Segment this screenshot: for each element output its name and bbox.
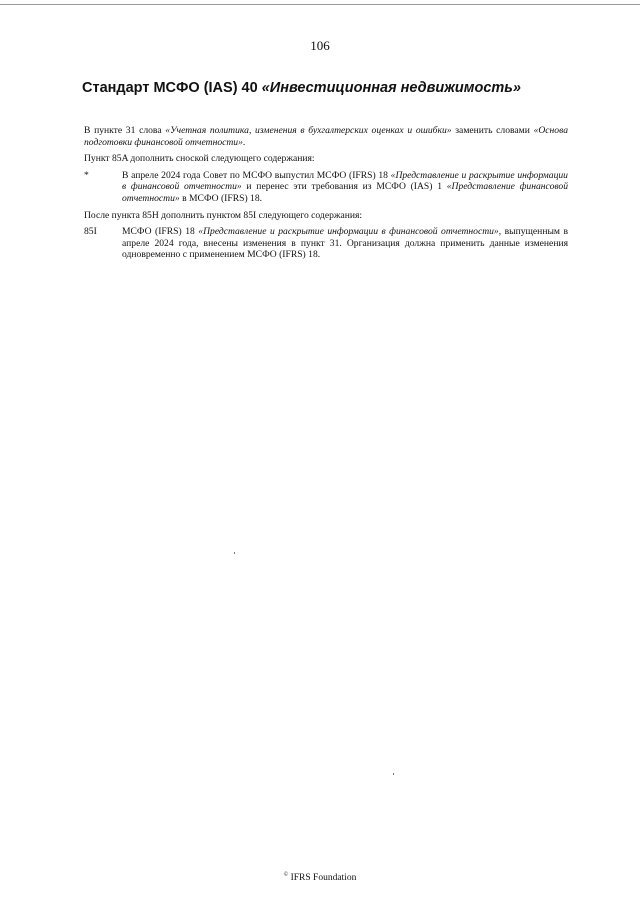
footnote-85a bbox=[84, 170, 568, 205]
scan-speck bbox=[393, 773, 394, 775]
paragraph-85h-intro: После пункта 85H дополнить пунктом 85I следующего содержания: bbox=[84, 209, 363, 221]
footnote-marker: * bbox=[84, 169, 89, 181]
paragraph-31-amendment bbox=[84, 125, 568, 148]
page-number: 106 bbox=[310, 38, 330, 53]
paragraph-85i bbox=[84, 226, 568, 261]
italic-run: «Основа подготовки финансовой отчетности» bbox=[84, 125, 568, 148]
paragraph-85i-text bbox=[122, 226, 568, 261]
text-run: в МСФО (IFRS) 18. bbox=[179, 192, 263, 204]
paragraph-number: 85I bbox=[84, 226, 97, 238]
top-rule bbox=[0, 4, 640, 5]
text-run: В апреле 2024 года Совет по МСФО выпустил МСФО (IFRS) 18 bbox=[122, 169, 391, 181]
text-run: . bbox=[242, 136, 246, 148]
scan-speck bbox=[234, 552, 235, 554]
text-run: МСФО (IFRS) 18 bbox=[122, 226, 199, 238]
italic-run: «Представление и раскрытие информации в финансовой отчетности» bbox=[198, 226, 499, 238]
text-run: В пункте 31 слова bbox=[84, 125, 166, 136]
footnote-text bbox=[122, 170, 568, 205]
copyright-symbol: © bbox=[283, 872, 289, 878]
text-run: заменить словами bbox=[451, 125, 534, 136]
footer-text: IFRS Foundation bbox=[288, 873, 357, 884]
paragraph-85a-intro: Пункт 85A дополнить сноской следующего содержания: bbox=[84, 153, 315, 165]
italic-run: «Представление и раскрытие информации в финансовой отчетности» bbox=[122, 169, 568, 193]
document-body bbox=[84, 125, 568, 266]
italic-run: «Учетная политика, изменения в бухгалтерских оценках и ошибки» bbox=[165, 125, 452, 136]
standard-heading bbox=[82, 80, 582, 96]
italic-run: «Представление финансовой отчетности» bbox=[122, 181, 568, 204]
footer-copyright bbox=[0, 872, 640, 883]
heading-prefix: Стандарт МСФО (IAS) 40 bbox=[82, 80, 262, 96]
text-run: , выпущенным в апреле 2024 года, внесены изменения в пункт 31. Организация должна применить данные изменения одновременно с применением МСФО (IFRS) 18. bbox=[122, 226, 568, 261]
text-run: и перенес эти требования из МСФО (IAS) 1 bbox=[241, 181, 447, 193]
heading-title: «Инвестиционная недвижимость» bbox=[261, 80, 521, 96]
